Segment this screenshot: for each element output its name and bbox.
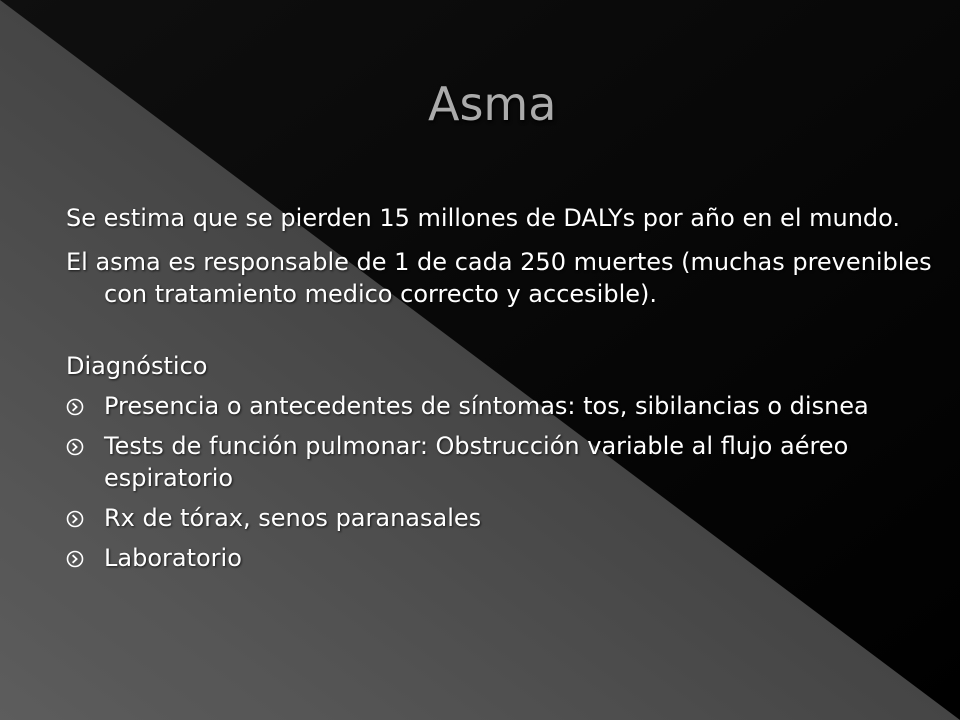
spacer (66, 494, 936, 502)
section-heading: Diagnóstico (66, 352, 208, 380)
body-paragraph: El asma es responsable de 1 de cada 250 muertes (muchas prevenibles con tratamiento medico correcto y accesible). (66, 248, 932, 308)
spacer (66, 310, 936, 350)
bullet-text: Presencia o antecedentes de síntomas: tos, sibilancias o disnea (104, 392, 869, 420)
circled-chevron-right-icon (66, 550, 84, 568)
slide-body (66, 202, 936, 574)
spacer (66, 234, 936, 246)
spacer (66, 382, 936, 390)
bullet-item (66, 542, 936, 574)
bullet-item (66, 430, 936, 494)
circled-chevron-right-icon (66, 438, 84, 456)
bullet-text: Tests de función pulmonar: Obstrucción variable al flujo aéreo espiratorio (104, 432, 849, 492)
circled-chevron-right-icon (66, 510, 84, 528)
bullet-text: Rx de tórax, senos paranasales (104, 504, 482, 532)
spacer (66, 422, 936, 430)
slide-title: Asma (428, 77, 557, 131)
body-paragraph: Se estima que se pierden 15 millones de DALYs por año en el mundo. (66, 204, 901, 232)
spacer (66, 534, 936, 542)
bullet-item (66, 502, 936, 534)
bullet-item (66, 390, 936, 422)
bullet-text: Laboratorio (104, 544, 242, 572)
circled-chevron-right-icon (66, 398, 84, 416)
